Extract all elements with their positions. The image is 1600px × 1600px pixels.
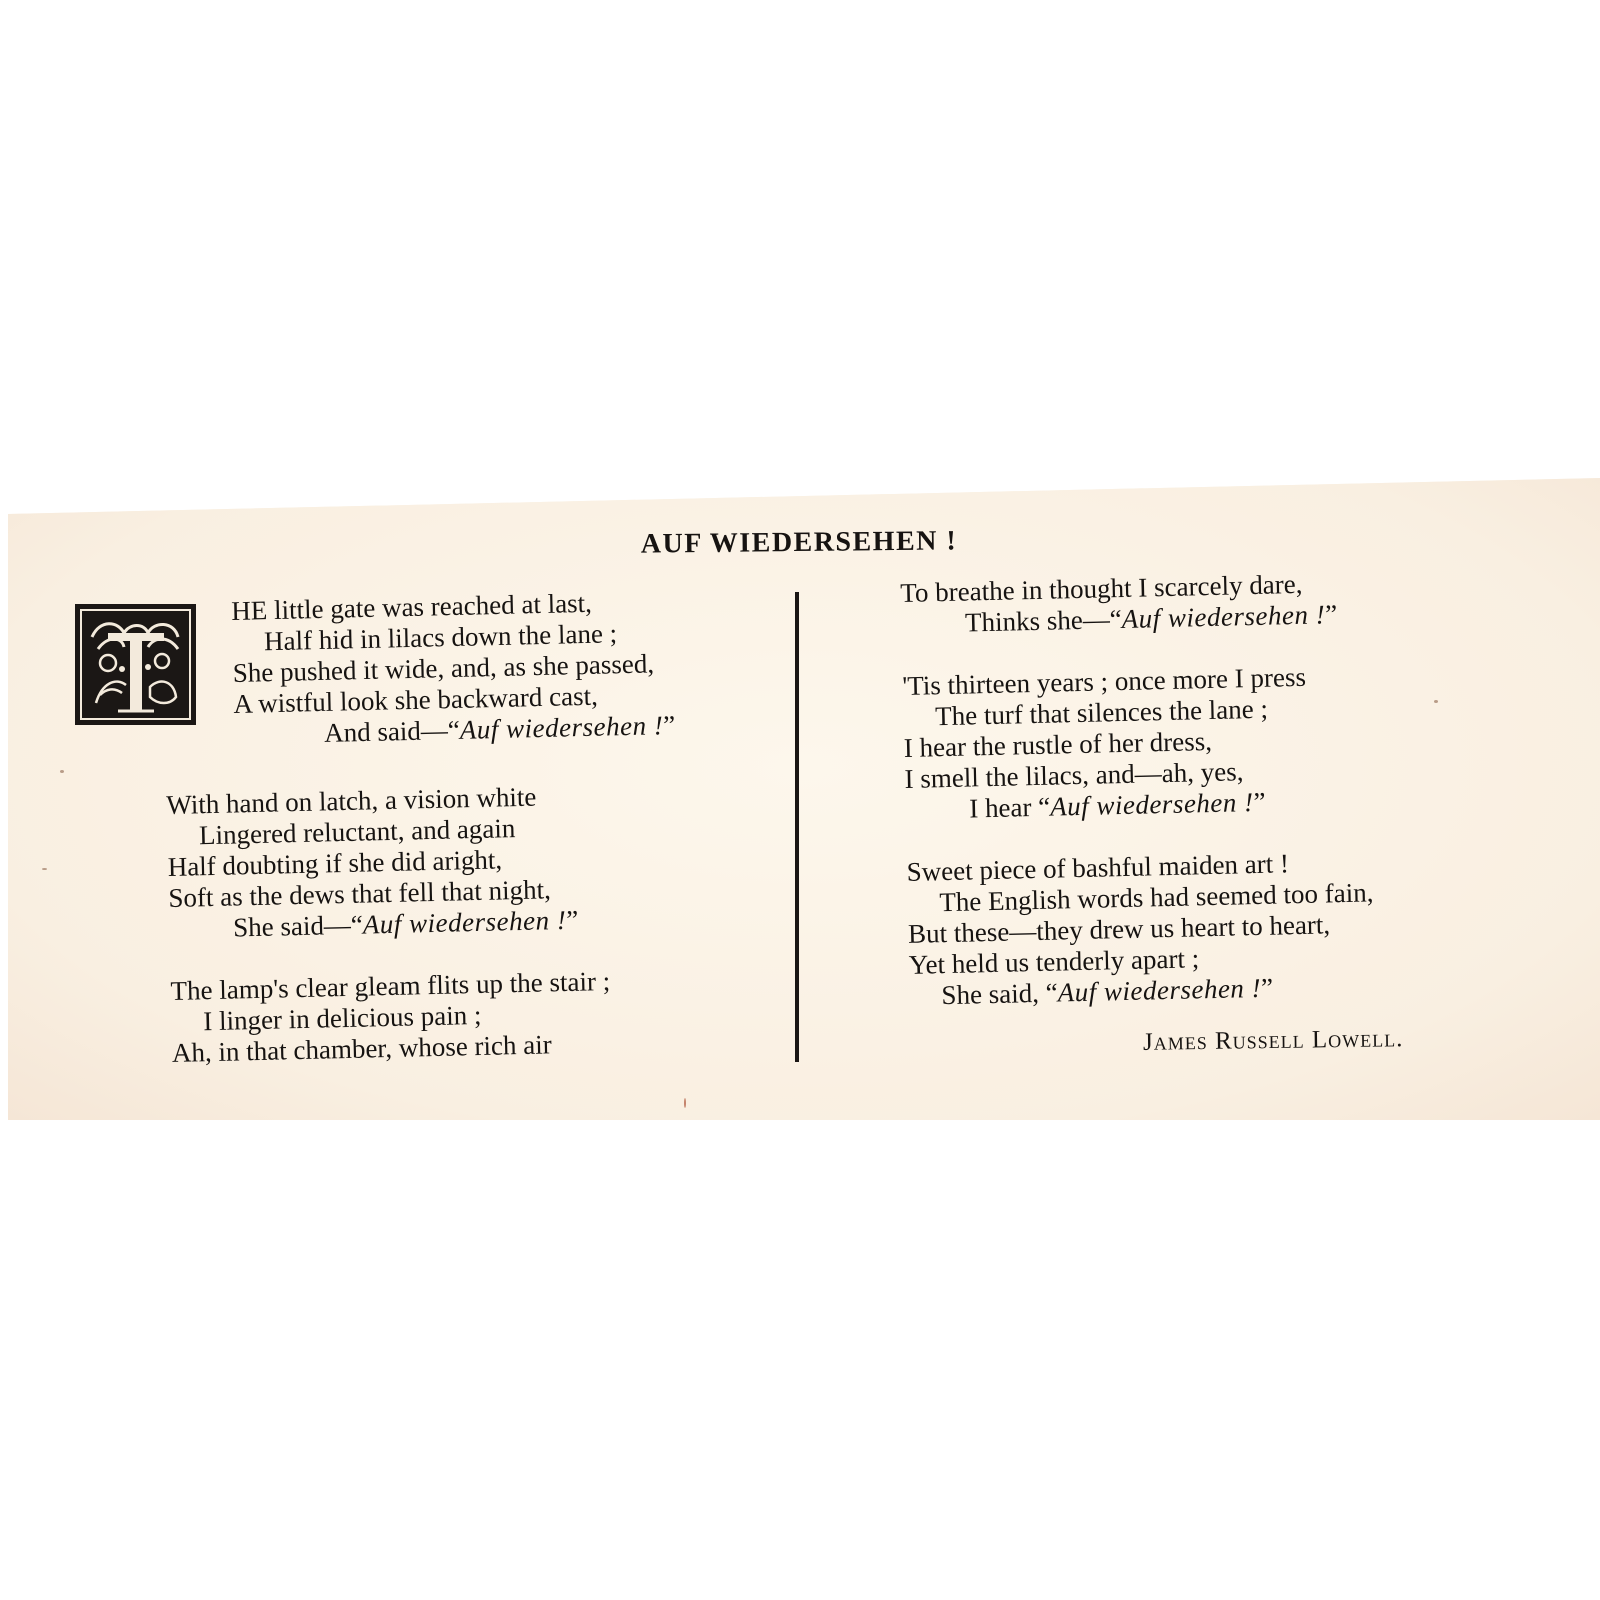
column-divider — [795, 592, 799, 1062]
poem-line: I smell the lilacs, and—ah, yes, — [904, 756, 1244, 794]
first-stanza — [231, 586, 676, 751]
poem-line: To breathe in thought I scarcely dare, — [900, 568, 1303, 608]
poem-line: Half hid in lilacs down the lane ; — [263, 618, 618, 657]
paper-speck — [42, 868, 47, 870]
poem-line: HE little gate was reached at last, — [231, 587, 593, 626]
drop-cap-ornament — [75, 604, 196, 725]
stanza — [166, 780, 609, 945]
poem-line: A wistful look she backward cast, — [233, 680, 599, 719]
poem-line: Yet held us tenderly apart ; — [908, 943, 1200, 980]
poem-line: The English words had seemed too fain, — [939, 877, 1374, 918]
poem-line: The turf that silences the lane ; — [934, 693, 1269, 732]
poem-line: I hear the rustle of her dress, — [903, 725, 1213, 763]
poem-line: I hear “Auf wiedersehen !” — [968, 786, 1266, 824]
poem-line: With hand on latch, a vision white — [166, 781, 537, 820]
stanza — [170, 966, 612, 1069]
paper-speck — [1434, 700, 1438, 703]
poem-line: She pushed it wide, and, as she passed, — [232, 648, 655, 688]
drop-cap-t-icon — [78, 607, 193, 722]
poem-line: But these—they drew us heart to heart, — [907, 909, 1331, 949]
stanza — [902, 657, 1505, 826]
stanza — [906, 843, 1509, 1012]
right-column — [900, 564, 1510, 1042]
left-column — [166, 780, 613, 1100]
poem-line: Sweet piece of bashful maiden art ! — [906, 848, 1290, 887]
paper-speck — [60, 770, 64, 773]
poem-line: The lamp's clear gleam flits up the stair ; — [170, 965, 611, 1006]
poem-line: Lingered reluctant, and again — [198, 813, 516, 851]
stanza — [900, 564, 1501, 640]
poem-line: She said—“Auf wiedersehen !” — [232, 904, 579, 943]
paper-speck — [684, 1098, 686, 1108]
poem-line: Soft as the dews that fell that night, — [168, 874, 552, 913]
author-signature: James Russell Lowell. — [1142, 1025, 1404, 1056]
poem-line: And said—“Auf wiedersehen !” — [323, 709, 676, 748]
poem-title: AUF WIEDERSEHEN ! — [640, 525, 958, 560]
poem-line: Ah, in that chamber, whose rich air — [171, 1029, 553, 1068]
poem-line: 'Tis thirteen years ; once more I press — [902, 661, 1307, 701]
poem-line: Half doubting if she did aright, — [167, 844, 503, 882]
poem-line: I linger in delicious pain ; — [202, 999, 482, 1037]
poem-line: Thinks she—“Auf wiedersehen !” — [964, 599, 1338, 638]
poem-line: She said, “Auf wiedersehen !” — [941, 972, 1274, 1011]
